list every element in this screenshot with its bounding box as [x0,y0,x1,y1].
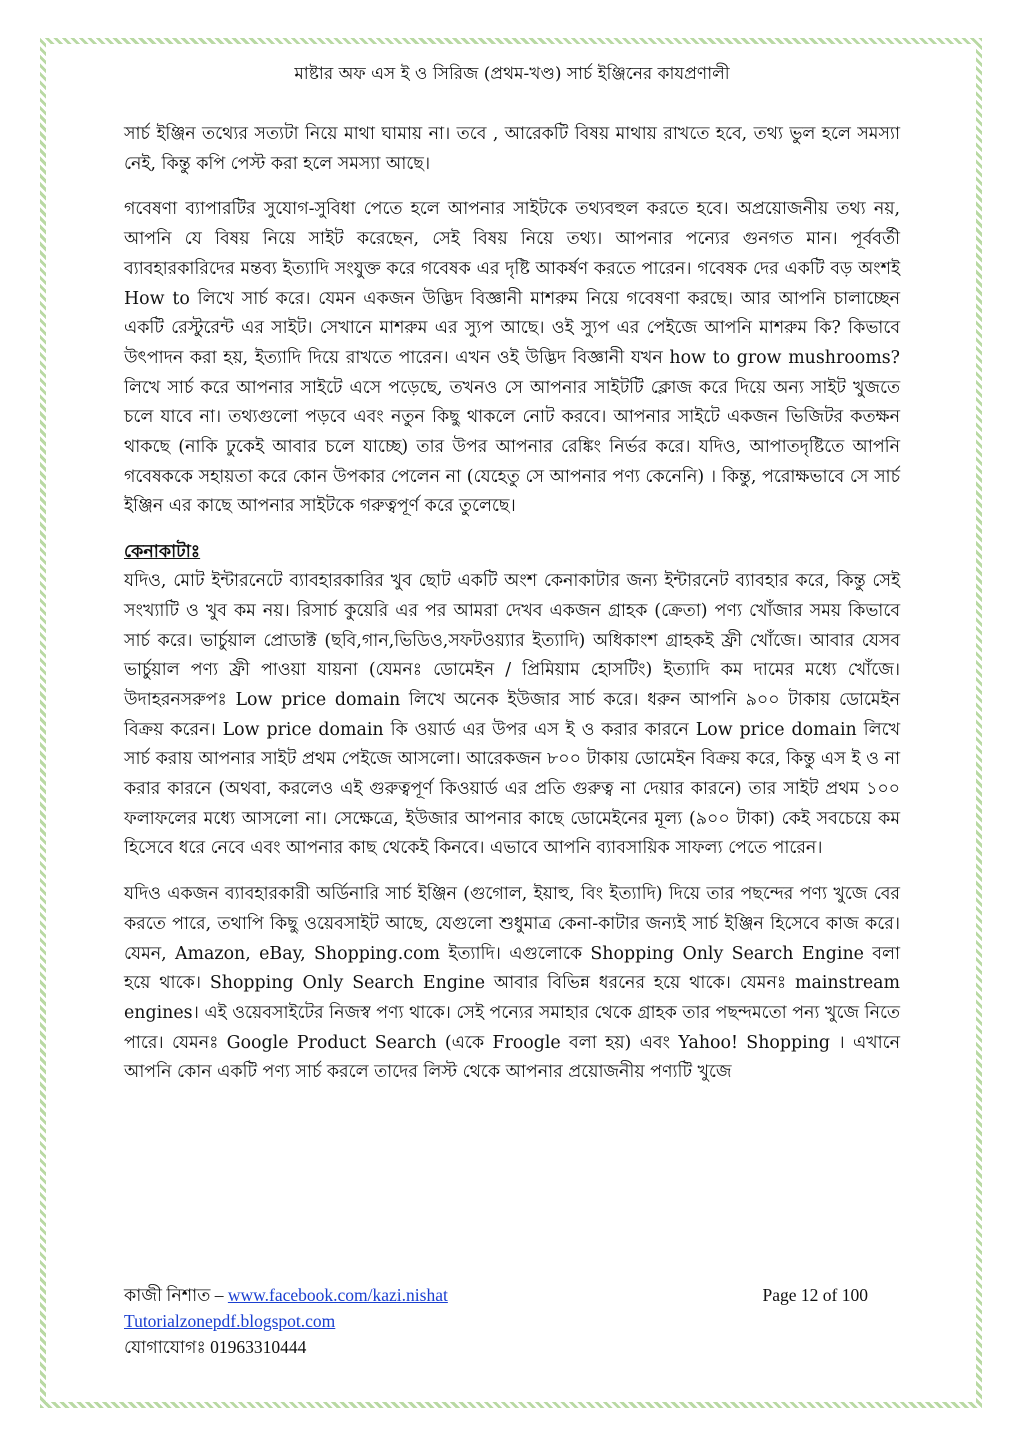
blog-link[interactable]: Tutorialzonepdf.blogspot.com [124,1311,336,1331]
paragraph-shopping-1: যদিও, মোট ইন্টারনেটে ব্যাবহারকারির খুব ছোট একটি অংশ কেনাকাটার জন্য ইন্টারনেট ব্যাবহার করে, কিন্তু সেই সংখ্যাটি ও খুব কম নয়। রিসার্চ কুয়েরি এর পর আমরা দেখব একজন গ্রাহক (ক্রেতা) পণ্য খোঁজার সময় কিভাবে সার্চ করে। ভার্চুয়াল প্রোডাক্ট (ছবি,গান,ভিডিও,সফটওয়্যার ইত্যাদি) অধিকাংশ গ্রাহকই ফ্রী খোঁজে। আবার যেসব ভার্চুয়াল পণ্য ফ্রী পাওয়া যায়না (যেমনঃ ডোমেইন / প্রিমিয়াম হোসটিং) ইত্যাদি কম দামের মধ্যে খোঁজে। উদাহরনসরুপঃ Low price domain লিখে অনেক ইউজার সার্চ করে। ধরুন আপনি ৯০০ টাকায় ডোমেইন বিক্রয় করেন। Low price domain কি ওয়ার্ড এর উপর এস ই ও করার কারনে Low price domain লিখে সার্চ করায় আপনার সাইট প্রথম পেইজে আসলো। আরেকজন ৮০০ টাকায় ডোমেইন বিক্রয় করে, কিন্তু এস ই ও না করার কারনে (অথবা, করলেও এই গুরুত্বপূর্ণ কিওয়ার্ড এর প্রতি গুরুত্ব না দেয়ার কারনে) তার সাইট প্রথম ১০০ ফলাফলের মধ্যে আসলো না। সেক্ষেত্রে, ইউজার আপনার কাছে ডোমেইনের মূল্য (৯০০ টাকা) কেই সবচেয়ে কম হিসেবে ধরে নেবে এবং আপনার কাছ থেকেই কিনবে। এভাবে আপনি ব্যাবসায়িক সাফল্য পেতে পারেন। [124,571,901,859]
section-heading-shopping: কেনাকাটাঃ [124,542,201,563]
document-body [124,120,900,1100]
footer-author-line [124,1282,448,1308]
paragraph-intro: সার্চ ইঞ্জিন তথ্যের সত্যটা নিয়ে মাথা ঘামায় না। তবে , আরেকটি বিষয় মাথায় রাখতে হবে, তথ্য ভুল হলে সমস্যা নেই, কিন্তু কপি পেস্ট করা হলে সমস্যা আছে। [124,124,900,174]
footer-author: কাজী নিশাত – [124,1285,224,1305]
page-number: Page 12 of 100 [762,1285,868,1305]
footer-row [124,1282,868,1308]
page-header: মাষ্টার অফ এস ই ও সিরিজ (প্রথম-খণ্ড) সার্চ ইঞ্জিনের কাযপ্রণালী [294,64,730,84]
page-footer [124,1282,868,1360]
paragraph-shopping-2: যদিও একজন ব্যাবহারকারী অর্ডিনারি সার্চ ইঞ্জিন (গুগোল, ইয়াহু, বিং ইত্যাদি) দিয়ে তার পছন্দের পণ্য খুজে বের করতে পারে, তথাপি কিছু ওয়েবসাইট আছে, যেগুলো শুধুমাত্র কেনা-কাটার জন্যই সার্চ ইঞ্জিন হিসেবে কাজ করে। যেমন, Amazon, eBay, Shopping.com ইত্যাদি। এগুলোকে Shopping Only Search Engine বলা হয়ে থাকে। Shopping Only Search Engine আবার বিভিন্ন ধরনের হয়ে থাকে। যেমনঃ mainstream engines। এই ওয়েবসাইটের নিজস্ব পণ্য থাকে। সেই পন্যের সমাহার থেকে গ্রাহক তার পছন্দমতো পন্য খুজে নিতে পারে। যেমনঃ Google Product Search (একে Froogle বলা হয়) এবং Yahoo! Shopping । এখানে আপনি কোন একটি পণ্য সার্চ করলে তাদের লিস্ট থেকে আপনার প্রয়োজনীয় পণ্যটি খুজে [124,884,900,1083]
facebook-link[interactable]: www.facebook.com/kazi.nishat [227,1285,448,1305]
footer-contact: যোগাযোগঃ 01963310444 [124,1337,307,1357]
paragraph-research: গবেষণা ব্যাপারটির সুযোগ-সুবিধা পেতে হলে আপনার সাইটকে তথ্যবহুল করতে হবে। অপ্রয়োজনীয় তথ্য নয়, আপনি যে বিষয় নিয়ে সাইট করেছেন, সেই বিষয় নিয়ে তথ্য। আপনার পন্যের গুনগত মান। পূর্ববর্তী ব্যাবহারকারিদের মন্তব্য ইত্যাদি সংযুক্ত করে গবেষক এর দৃষ্টি আকর্ষণ করতে পারেন। গবেষক দের একটি বড় অংশই How to লিখে সার্চ করে। যেমন একজন উদ্ভিদ বিজ্ঞানী মাশরুম নিয়ে গবেষণা করছে। আর আপনি চালাচ্ছেন একটি রেস্টুরেন্ট এর সাইট। সেখানে মাশরুম এর স্যুপ আছে। ওই স্যুপ এর পেইজে আপনি মাশরুম কি? কিভাবে উৎপাদন করা হয়, ইত্যাদি দিয়ে রাখতে পারেন। এখন ওই উদ্ভিদ বিজ্ঞানী যখন how to grow mushrooms? লিখে সার্চ করে আপনার সাইটে এসে পড়েছে, তখনও সে আপনার সাইটটি ক্লোজ করে দিয়ে অন্য সাইট খুজতে চলে যাবে না। তথ্যগুলো পড়বে এবং নতুন কিছু থাকলে নোট করবে। আপনার সাইটে একজন ভিজিটর কতক্ষন থাকছে (নাকি ঢুকেই আবার চলে যাচ্ছে) তার উপর আপনার রেঙ্কিং নির্ভর করে। যদিও, আপাতদৃষ্টিতে আপনি গবেষককে সহায়তা করে কোন উপকার পেলেন না (যেহেতু সে আপনার পণ্য কেনেনি) । কিন্তু, পরোক্ষভাবে সে সার্চ ইঞ্জিন এর কাছে আপনার সাইটকে গরুত্বপূর্ণ করে তুলেছে। [124,199,900,517]
